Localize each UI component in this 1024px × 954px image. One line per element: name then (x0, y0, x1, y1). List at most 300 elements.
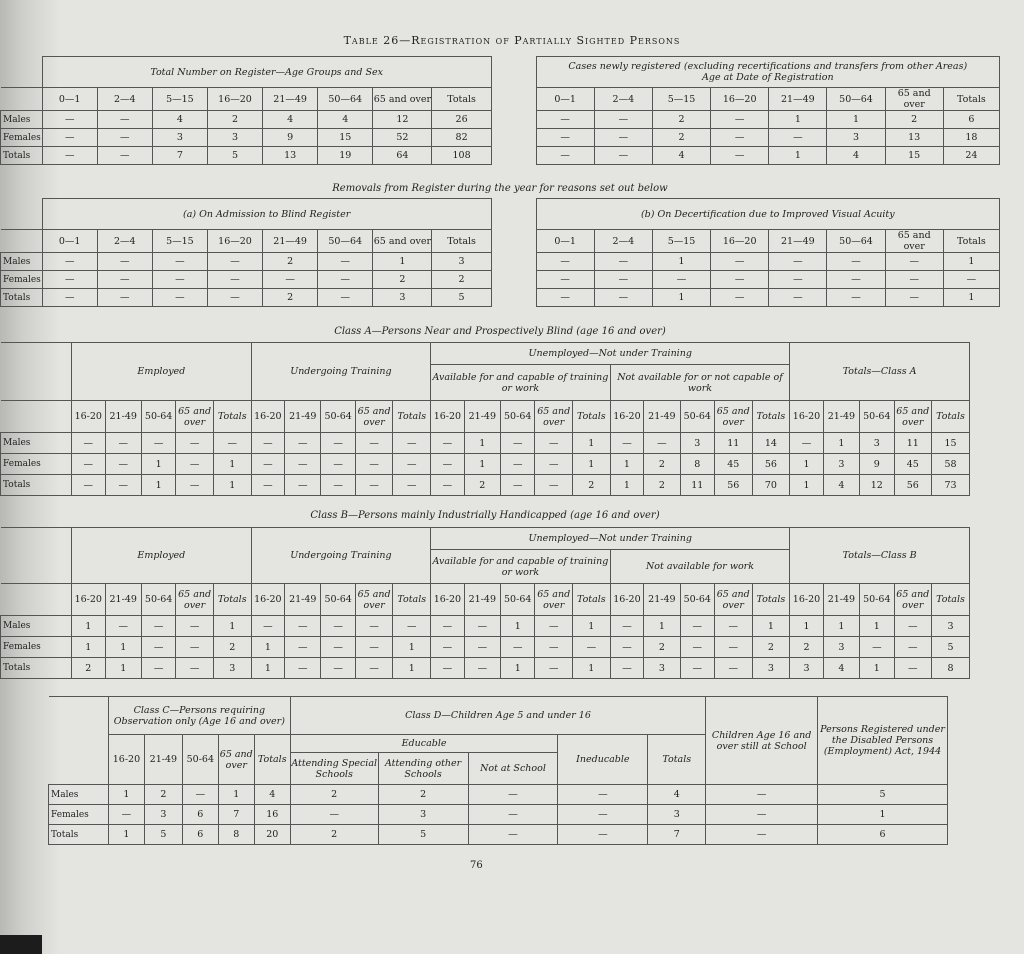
disabled-persons-header: Persons Registered under the Disabled Persons (Employment) Act, 1944 (818, 697, 948, 785)
table-cell: — (711, 289, 769, 307)
table-cell: 15 (932, 433, 970, 454)
class-totals-group-header: Totals—Class A (790, 343, 970, 401)
table-cell: 3 (860, 433, 894, 454)
table-cell: — (105, 475, 141, 496)
column-header: 16—20 (711, 88, 769, 111)
table-cell: — (72, 475, 105, 496)
table-cell: — (885, 289, 943, 307)
table-cell: 8 (932, 658, 970, 679)
table-cell: 3 (378, 805, 468, 825)
column-gap (491, 111, 536, 129)
column-header: 50—64 (827, 88, 885, 111)
table-cell: 108 (432, 147, 491, 165)
table-cell: — (97, 147, 152, 165)
table-cell: — (207, 253, 262, 271)
table-cell: — (431, 658, 464, 679)
table-cell: 3 (644, 658, 680, 679)
table-cell: 1 (108, 785, 144, 805)
blind-register-caption: (a) On Admission to Blind Register (42, 199, 491, 230)
table-cell: 56 (714, 475, 752, 496)
table-cell: — (558, 785, 648, 805)
table-cell: 3 (373, 289, 432, 307)
table-cell: — (680, 658, 714, 679)
column-header: 16-20 (251, 401, 284, 433)
column-header: 50-64 (141, 401, 175, 433)
table-cell: — (97, 289, 152, 307)
table-cell: 1 (769, 147, 827, 165)
column-header: 16-20 (610, 401, 643, 433)
table-cell: — (714, 658, 752, 679)
table-cell: 4 (318, 111, 373, 129)
table-row (49, 785, 948, 805)
table-cell: — (464, 658, 500, 679)
table-row (1, 147, 1000, 165)
table-cell: 1 (501, 616, 535, 637)
table-cell: — (610, 616, 643, 637)
table-cell: — (42, 147, 97, 165)
class-d-caption: Class D—Children Age 5 and under 16 (290, 697, 705, 735)
table-cell: 82 (432, 129, 491, 147)
table-cell: 11 (680, 475, 714, 496)
table-cell: 4 (827, 147, 885, 165)
table-cell: — (108, 805, 144, 825)
table-cell: 18 (943, 129, 999, 147)
table-cell: — (468, 805, 558, 825)
table-cell: — (42, 111, 97, 129)
table-cell: — (894, 658, 932, 679)
table-cell: 1 (572, 616, 610, 637)
table-cell: 1 (373, 253, 432, 271)
table-cell: — (535, 433, 573, 454)
table-cell: — (610, 433, 643, 454)
table-cell: 3 (827, 129, 885, 147)
table-cell: 2 (652, 111, 710, 129)
table-cell: — (355, 454, 393, 475)
table-cell: — (594, 129, 652, 147)
newly-registered-caption-line1: Cases newly registered (excluding recertifications and transfers from other Areas) (568, 61, 968, 72)
table-cell: 1 (393, 658, 431, 679)
table-cell: 1 (393, 637, 431, 658)
column-header: 50-64 (680, 401, 714, 433)
table-cell: 2 (464, 475, 500, 496)
row-label: Females (49, 805, 109, 825)
table-cell: — (72, 433, 105, 454)
table-row (1, 658, 970, 679)
table-cell: 2 (378, 785, 468, 805)
not-available-group-header: Not available for or not capable of work (610, 365, 790, 401)
table-cell: — (644, 433, 680, 454)
column-header: 65 and over (535, 401, 573, 433)
table-cell: 12 (860, 475, 894, 496)
table-cell: 4 (152, 111, 207, 129)
table-title: Table 26—Registration of Partially Sighted Persons (343, 34, 681, 47)
table-cell: — (431, 475, 464, 496)
table-cell: 1 (251, 637, 284, 658)
table-cell: 13 (263, 147, 318, 165)
table-cell: — (827, 271, 885, 289)
table-cell: — (321, 475, 355, 496)
table-cell: — (652, 271, 710, 289)
table-cell: 1 (943, 253, 999, 271)
table-cell: 3 (152, 129, 207, 147)
table-cell: — (251, 454, 284, 475)
header-blank (1, 401, 72, 433)
table-cell: — (176, 454, 214, 475)
table-cell: — (355, 616, 393, 637)
column-header: Totals (932, 401, 970, 433)
table-cell: — (141, 616, 175, 637)
table-cell: 2 (207, 111, 262, 129)
column-header: 65 and over (535, 584, 573, 616)
column-header: 2—4 (594, 88, 652, 111)
column-header: 16—20 (711, 230, 769, 253)
table-cell: — (711, 111, 769, 129)
table-cell: — (152, 289, 207, 307)
row-label: Females (1, 637, 72, 658)
table-cell: 9 (860, 454, 894, 475)
class-c-d-table (48, 696, 948, 845)
table-cell: — (393, 433, 431, 454)
column-header: Totals (393, 584, 431, 616)
column-header: 21—49 (263, 230, 318, 253)
table-cell: — (152, 253, 207, 271)
table-header-row (1, 230, 1000, 253)
column-header: 16-20 (72, 584, 105, 616)
table-cell: — (536, 289, 594, 307)
decertification-caption: (b) On Decertification due to Improved Visual Acuity (536, 199, 999, 230)
table-row (1, 289, 1000, 307)
table-row (49, 805, 948, 825)
table-cell: 2 (652, 129, 710, 147)
register-totals-table (0, 56, 1000, 165)
available-group-header: Available for and capable of training or work (431, 365, 611, 401)
table-row (1, 253, 1000, 271)
column-header: Totals (572, 401, 610, 433)
class-totals-group-header: Totals—Class B (790, 528, 970, 584)
table-cell: — (594, 147, 652, 165)
table-cell: 64 (373, 147, 432, 165)
column-header: 16—20 (207, 230, 262, 253)
table-cell: — (321, 616, 355, 637)
column-header: 21-49 (144, 735, 182, 785)
table-row (1, 475, 970, 496)
table-cell: 1 (790, 616, 823, 637)
table-cell: — (610, 658, 643, 679)
table-cell: 15 (885, 147, 943, 165)
column-header: Totals (393, 401, 431, 433)
table-cell: — (176, 616, 214, 637)
table-cell: 1 (572, 454, 610, 475)
table-cell: — (355, 658, 393, 679)
table-cell: — (885, 271, 943, 289)
table-cell: — (464, 637, 500, 658)
table-cell: 3 (432, 253, 491, 271)
class-d-totals-header: Totals (648, 735, 706, 785)
table-cell: — (594, 111, 652, 129)
table-cell: 2 (644, 637, 680, 658)
table-cell: 5 (932, 637, 970, 658)
table-cell: — (105, 433, 141, 454)
table-cell: 1 (218, 785, 254, 805)
other-schools-header: Attending other Schools (378, 753, 468, 785)
table-cell: — (572, 637, 610, 658)
table-cell: — (251, 616, 284, 637)
column-header: 2—4 (97, 88, 152, 111)
row-label: Females (1, 271, 43, 289)
table-cell: 1 (644, 616, 680, 637)
table-cell: 1 (860, 658, 894, 679)
table-cell: 1 (943, 289, 999, 307)
table-cell: 1 (141, 454, 175, 475)
column-header: 50-64 (321, 584, 355, 616)
table-cell: 4 (652, 147, 710, 165)
table-cell: 1 (105, 658, 141, 679)
table-cell: 2 (72, 658, 105, 679)
table-cell: 26 (432, 111, 491, 129)
employed-group-header: Employed (72, 528, 252, 584)
table-cell: — (610, 637, 643, 658)
table-cell: — (42, 289, 97, 307)
column-gap (491, 147, 536, 165)
table-cell: 11 (714, 433, 752, 454)
class-c-caption: Class C—Persons requiring Observation only (Age 16 and over) (108, 697, 290, 735)
class-b-caption: Class B—Persons mainly Industrially Handicapped (age 16 and over) (310, 510, 660, 521)
table-cell: — (105, 454, 141, 475)
table-cell: — (769, 129, 827, 147)
table-cell: — (393, 475, 431, 496)
table-cell: — (251, 433, 284, 454)
column-header: 0—1 (42, 230, 97, 253)
row-label: Totals (49, 825, 109, 845)
column-header: 16-20 (610, 584, 643, 616)
column-header: 5—15 (152, 230, 207, 253)
column-header: 50-64 (860, 401, 894, 433)
table-cell: 3 (213, 658, 251, 679)
table-cell: — (711, 253, 769, 271)
table-cell: — (536, 147, 594, 165)
row-label: Totals (1, 147, 43, 165)
table-cell: 2 (790, 637, 823, 658)
table-cell: — (393, 616, 431, 637)
column-header: 50-64 (141, 584, 175, 616)
table-cell: 1 (501, 658, 535, 679)
table-cell: 5 (432, 289, 491, 307)
row-label: Males (1, 616, 72, 637)
column-header: 16-20 (251, 584, 284, 616)
column-header: Totals (432, 88, 491, 111)
column-gap (491, 289, 536, 307)
table-cell: — (72, 454, 105, 475)
table-cell: 1 (652, 253, 710, 271)
column-header: 0—1 (536, 230, 594, 253)
table-cell: 52 (373, 129, 432, 147)
column-header: Totals (572, 584, 610, 616)
row-label: Females (1, 129, 43, 147)
column-header: Totals (752, 584, 790, 616)
table-cell: 58 (932, 454, 970, 475)
table-cell: 45 (894, 454, 932, 475)
table-cell: 1 (790, 475, 823, 496)
table-cell: — (706, 825, 818, 845)
table-cell: — (769, 271, 827, 289)
table-cell: — (536, 271, 594, 289)
table-cell: 5 (818, 785, 948, 805)
table-cell: — (97, 129, 152, 147)
table-cell: 4 (648, 785, 706, 805)
column-header: 65 and over (373, 88, 432, 111)
table-cell: — (714, 616, 752, 637)
table-cell: 4 (823, 475, 859, 496)
table-cell: — (431, 454, 464, 475)
table-cell: 2 (752, 637, 790, 658)
removals-table (0, 198, 1000, 307)
row-label: Males (1, 433, 72, 454)
column-header: 65 and over (885, 88, 943, 111)
table-cell: 1 (213, 616, 251, 637)
table-cell: 3 (680, 433, 714, 454)
table-cell: 1 (72, 637, 105, 658)
column-header: 65 and over (355, 584, 393, 616)
training-group-header: Undergoing Training (251, 528, 431, 584)
table-cell: — (594, 253, 652, 271)
table-cell: 5 (144, 825, 182, 845)
table-cell: 4 (263, 111, 318, 129)
table-cell: 1 (818, 805, 948, 825)
column-header: 16-20 (108, 735, 144, 785)
table-cell: 3 (752, 658, 790, 679)
table-cell: — (318, 253, 373, 271)
table-cell: — (290, 805, 378, 825)
column-header: 21-49 (823, 401, 859, 433)
table-cell: 1 (572, 433, 610, 454)
column-gap (491, 271, 536, 289)
table-cell: 6 (943, 111, 999, 129)
column-header: 5—15 (152, 88, 207, 111)
table-cell: — (714, 637, 752, 658)
table-cell: — (431, 433, 464, 454)
table-cell: 6 (182, 825, 218, 845)
table-cell: — (680, 637, 714, 658)
table-cell: — (535, 658, 573, 679)
table-cell: — (894, 637, 932, 658)
table-cell: — (321, 658, 355, 679)
column-header: 65 and over (373, 230, 432, 253)
table-cell: — (285, 658, 321, 679)
table-row (49, 825, 948, 845)
table-cell: 2 (644, 475, 680, 496)
table-cell: 16 (254, 805, 290, 825)
column-gap (491, 129, 536, 147)
column-header: Totals (432, 230, 491, 253)
table-cell: 1 (860, 616, 894, 637)
table-cell: — (97, 253, 152, 271)
register-total-caption: Total Number on Register—Age Groups and Sex (42, 57, 491, 88)
table-cell: 3 (207, 129, 262, 147)
column-header: 21-49 (823, 584, 859, 616)
table-cell: — (141, 433, 175, 454)
table-cell: 1 (464, 454, 500, 475)
table-cell: — (207, 271, 262, 289)
table-header-row (1, 88, 1000, 111)
table-cell: — (97, 271, 152, 289)
column-header: 65 and over (355, 401, 393, 433)
table-cell: 3 (823, 637, 859, 658)
column-header: 50-64 (680, 584, 714, 616)
table-cell: 2 (290, 785, 378, 805)
table-cell: 1 (769, 111, 827, 129)
table-cell: 1 (572, 658, 610, 679)
table-cell: — (468, 825, 558, 845)
table-cell: — (318, 271, 373, 289)
table-cell: 3 (648, 805, 706, 825)
table-cell: — (558, 825, 648, 845)
column-header: 16—20 (207, 88, 262, 111)
column-header: 65 and over (714, 401, 752, 433)
table-cell: 2 (144, 785, 182, 805)
table-cell: — (535, 616, 573, 637)
table-header-row (1, 401, 970, 433)
removals-caption: Removals from Register during the year for reasons set out below (332, 183, 668, 194)
table-row (1, 111, 1000, 129)
table-cell: 6 (818, 825, 948, 845)
table-cell: 8 (218, 825, 254, 845)
column-header: 16-20 (790, 584, 823, 616)
table-cell: 1 (105, 637, 141, 658)
table-cell: 1 (823, 616, 859, 637)
table-cell: 1 (823, 433, 859, 454)
column-header: 21-49 (644, 401, 680, 433)
available-group-header: Available for and capable of training or work (431, 550, 611, 584)
page-number: 76 (470, 860, 483, 871)
column-header: 0—1 (536, 88, 594, 111)
table-cell: — (176, 433, 214, 454)
table-cell: — (355, 637, 393, 658)
column-header: Totals (752, 401, 790, 433)
table-cell: 1 (827, 111, 885, 129)
table-cell: — (182, 785, 218, 805)
column-header: 65 and over (714, 584, 752, 616)
table-cell: 5 (207, 147, 262, 165)
column-header: 5—15 (652, 88, 710, 111)
column-header: Totals (943, 88, 999, 111)
table-cell: — (711, 147, 769, 165)
table-cell: — (501, 433, 535, 454)
table-cell: 7 (648, 825, 706, 845)
table-header-row (1, 584, 970, 616)
not-at-school-header: Not at School (468, 753, 558, 785)
column-header: 65 and over (885, 230, 943, 253)
column-header: Totals (213, 584, 251, 616)
column-header: 2—4 (594, 230, 652, 253)
table-cell: — (790, 433, 823, 454)
table-cell: — (285, 637, 321, 658)
column-header: 16-20 (72, 401, 105, 433)
table-cell: — (943, 271, 999, 289)
row-label: Totals (1, 289, 43, 307)
column-header: 21—49 (263, 88, 318, 111)
table-cell: — (885, 253, 943, 271)
table-cell: — (501, 637, 535, 658)
employed-group-header: Employed (72, 343, 252, 401)
column-header: 21-49 (644, 584, 680, 616)
column-header: 50-64 (860, 584, 894, 616)
table-cell: 19 (318, 147, 373, 165)
column-header: 21-49 (464, 401, 500, 433)
column-gap (491, 253, 536, 271)
table-cell: — (464, 616, 500, 637)
column-header: 21-49 (105, 584, 141, 616)
table-cell: 1 (213, 475, 251, 496)
